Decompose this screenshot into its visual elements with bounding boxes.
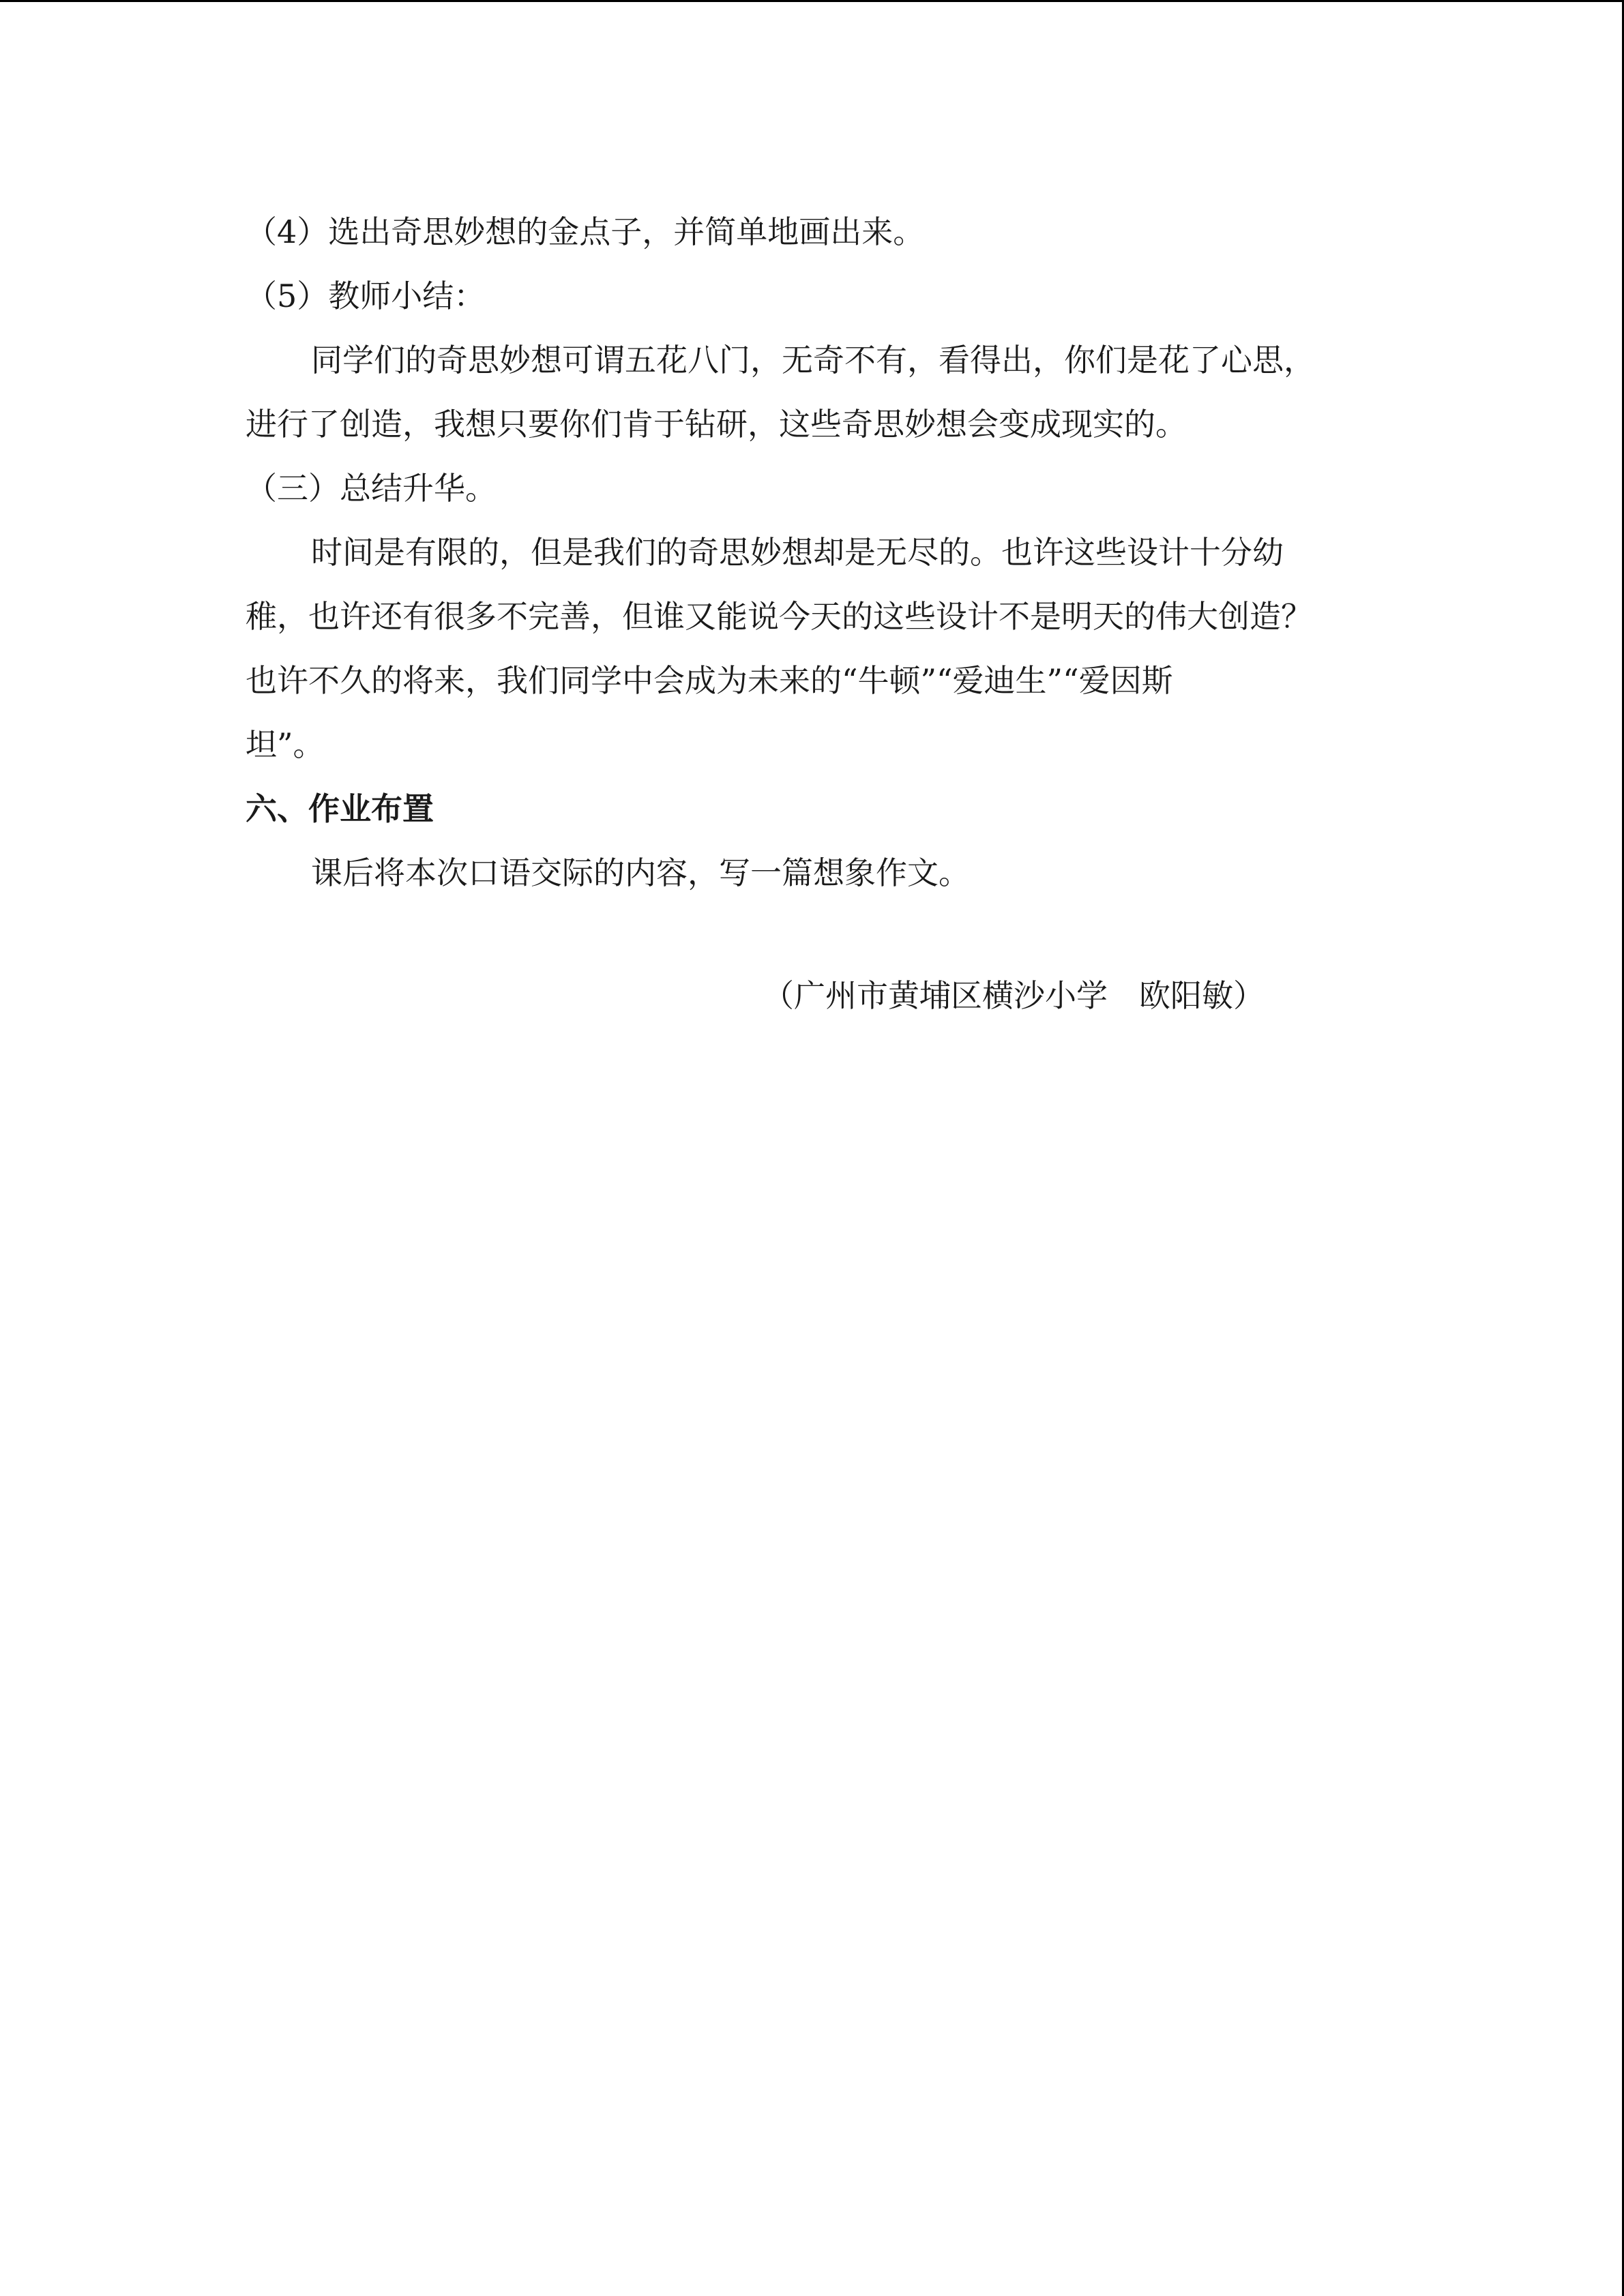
teacher-summary-paragraph-line-2: 进行了创造，我想只要你们肯于钻研，这些奇思妙想会变成现实的。 <box>246 406 1187 443</box>
author-signature: （广州市黄埔区横沙小学 欧阳敏） <box>763 977 1265 1014</box>
section-3-heading: （三）总结升华。 <box>246 470 497 507</box>
step-5-line: （5）教师小结： <box>246 278 486 314</box>
teacher-summary-paragraph-line-1: 同学们的奇思妙想可谓五花八门，无奇不有，看得出，你们是花了心思， <box>311 342 1315 378</box>
conclusion-paragraph-line-4: 坦”。 <box>246 726 325 763</box>
conclusion-paragraph-line-3: 也许不久的将来，我们同学中会成为未来的“牛顿”“爱迪生”“爱因斯 <box>246 662 1173 699</box>
document-body <box>246 200 1350 905</box>
conclusion-paragraph-line-2: 稚，也许还有很多不完善，但谁又能说今天的这些设计不是明天的伟大创造？ <box>246 598 1312 635</box>
homework-paragraph: 课后将本次口语交际的内容，写一篇想象作文。 <box>311 854 970 891</box>
section-6-heading: 六、作业布置 <box>246 790 434 827</box>
conclusion-paragraph-line-1: 时间是有限的，但是我们的奇思妙想却是无尽的。也许这些设计十分幼 <box>311 534 1284 571</box>
step-4-line: （4）选出奇思妙想的金点子，并简单地画出来。 <box>246 213 925 250</box>
